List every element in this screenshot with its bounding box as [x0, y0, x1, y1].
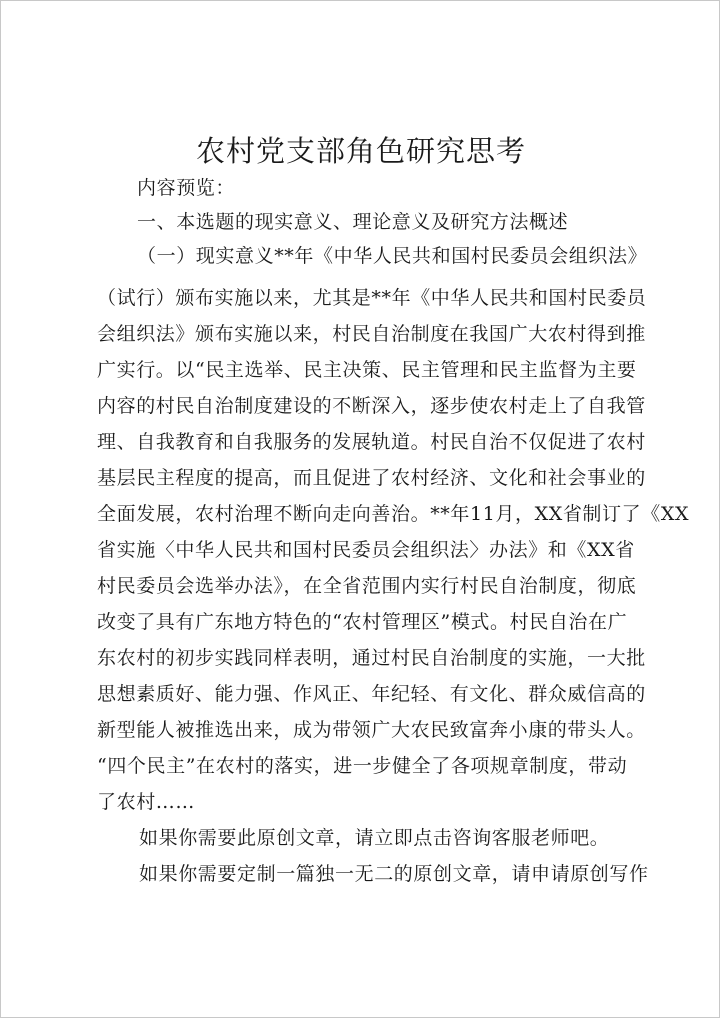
body-line: 省实施〈中华人民共和国村民委员会组织法〉办法》和《XX省: [97, 539, 635, 561]
body-line: 广实行。以“民主选举、民主决策、民主管理和民主监督为主要: [97, 359, 637, 381]
body-line: （试行）颁布实施以来，尤其是**年《中华人民共和国村民委员: [97, 287, 647, 309]
body-line: 村民委员会选举办法》，在全省范围内实行村民自治制度，彻底: [97, 575, 637, 597]
body-line: 基层民主程度的提高，而且促进了农村经济、文化和社会事业的: [97, 467, 646, 489]
document-title: 农村党支部角色研究思考: [195, 134, 526, 168]
body-line: 新型能人被推选出来，成为带领广大农民致富奔小康的带头人。: [97, 719, 646, 741]
contact-line: 如果你需要此原创文章，请立即点击咨询客服老师吧。: [139, 827, 610, 849]
preview-label: 内容预览：: [137, 177, 236, 199]
custom-line: 如果你需要定制一篇独一无二的原创文章，请申请原创写作: [139, 863, 649, 885]
section-heading: 一、本选题的现实意义、理论意义及研究方法概述: [137, 211, 569, 233]
body-line: （一）现实意义**年《中华人民共和国村民委员会组织法》: [137, 245, 648, 267]
body-line: 全面发展，农村治理不断向走向善治。**年11月，XX省制订了《XX: [97, 503, 690, 525]
body-line: 了农村……: [97, 791, 196, 813]
body-line: 理、自我教育和自我服务的发展轨道。村民自治不仅促进了农村: [97, 431, 646, 453]
body-line: 内容的村民自治制度建设的不断深入，逐步使农村走上了自我管: [97, 395, 646, 417]
body-line: 会组织法》颁布实施以来，村民自治制度在我国广大农村得到推: [97, 323, 646, 345]
body-line: 思想素质好、能力强、作风正、年纪轻、有文化、群众威信高的: [97, 683, 646, 705]
body-line: “四个民主”在农村的落实，进一步健全了各项规章制度，带动: [97, 755, 628, 777]
body-line: 东农村的初步实践同样表明，通过村民自治制度的实施，一大批: [97, 647, 646, 669]
body-line: 改变了具有广东地方特色的“农村管理区”模式。村民自治在广: [97, 611, 628, 633]
